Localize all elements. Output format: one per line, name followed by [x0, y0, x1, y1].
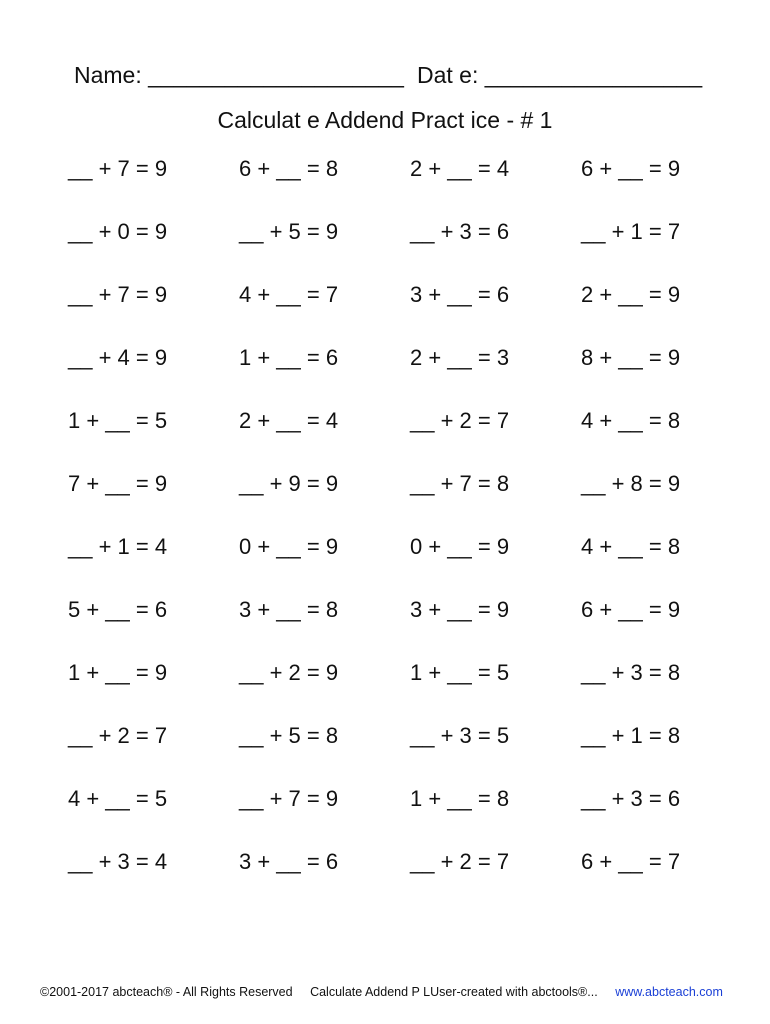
problem-item: 7 + __ = 9: [68, 471, 168, 496]
problem-item: 3 + __ = 9: [410, 597, 510, 622]
problem-item: 0 + __ = 9: [410, 534, 510, 559]
problem-item: __ + 5 = 8: [239, 723, 339, 748]
website-link[interactable]: www.abcteach.com: [615, 985, 723, 999]
copyright-text: ©2001-2017 abcteach® - All Rights Reserved: [40, 985, 293, 999]
problem-item: 3 + __ = 8: [239, 597, 339, 622]
problem-item: __ + 1 = 7: [581, 219, 681, 244]
problem-item: 6 + __ = 8: [239, 156, 339, 181]
problem-item: __ + 0 = 9: [68, 219, 168, 244]
problem-item: 2 + __ = 4: [410, 156, 510, 181]
problem-item: 1 + __ = 9: [68, 660, 168, 685]
problem-item: 2 + __ = 9: [581, 282, 681, 307]
problem-item: 4 + __ = 7: [239, 282, 339, 307]
problem-item: __ + 5 = 9: [239, 219, 339, 244]
problem-item: __ + 3 = 6: [410, 219, 510, 244]
problem-item: __ + 3 = 6: [581, 786, 681, 811]
problem-item: __ + 7 = 8: [410, 471, 510, 496]
problem-item: __ + 9 = 9: [239, 471, 339, 496]
problem-item: __ + 8 = 9: [581, 471, 681, 496]
problem-item: __ + 3 = 4: [68, 849, 168, 874]
credit-text: Calculate Addend P LUser-created with abctools®...: [310, 985, 598, 999]
problem-item: 6 + __ = 9: [581, 156, 681, 181]
problem-item: __ + 3 = 5: [410, 723, 510, 748]
problem-item: __ + 7 = 9: [68, 282, 168, 307]
problem-item: __ + 1 = 4: [68, 534, 168, 559]
problem-item: 3 + __ = 6: [410, 282, 510, 307]
problem-item: __ + 7 = 9: [239, 786, 339, 811]
problem-item: 0 + __ = 9: [239, 534, 339, 559]
problem-item: __ + 2 = 9: [239, 660, 339, 685]
problem-item: 5 + __ = 6: [68, 597, 168, 622]
problem-item: 3 + __ = 6: [239, 849, 339, 874]
problem-item: 4 + __ = 8: [581, 534, 681, 559]
problem-item: 1 + __ = 6: [239, 345, 339, 370]
problem-item: __ + 7 = 9: [68, 156, 168, 181]
problem-item: 1 + __ = 5: [68, 408, 168, 433]
problem-item: 4 + __ = 8: [581, 408, 681, 433]
worksheet-title: Calculat e Addend Pract ice - # 1: [217, 107, 553, 133]
problem-item: 1 + __ = 5: [410, 660, 510, 685]
problem-item: __ + 3 = 8: [581, 660, 681, 685]
name-field: Name: ____________________: [74, 62, 404, 88]
problem-item: 4 + __ = 5: [68, 786, 168, 811]
problem-item: 6 + __ = 7: [581, 849, 681, 874]
problem-item: 1 + __ = 8: [410, 786, 510, 811]
problem-item: 8 + __ = 9: [581, 345, 681, 370]
problem-item: 2 + __ = 4: [239, 408, 339, 433]
problem-item: __ + 2 = 7: [410, 849, 510, 874]
problem-grid: [68, 154, 728, 910]
problem-item: __ + 2 = 7: [68, 723, 168, 748]
problem-item: __ + 4 = 9: [68, 345, 168, 370]
problem-item: __ + 2 = 7: [410, 408, 510, 433]
problem-item: 2 + __ = 3: [410, 345, 510, 370]
footer: [40, 985, 740, 999]
worksheet-header: [74, 62, 704, 96]
date-field: Dat e: _________________: [417, 62, 703, 88]
problem-item: __ + 1 = 8: [581, 723, 681, 748]
problem-item: 6 + __ = 9: [581, 597, 681, 622]
